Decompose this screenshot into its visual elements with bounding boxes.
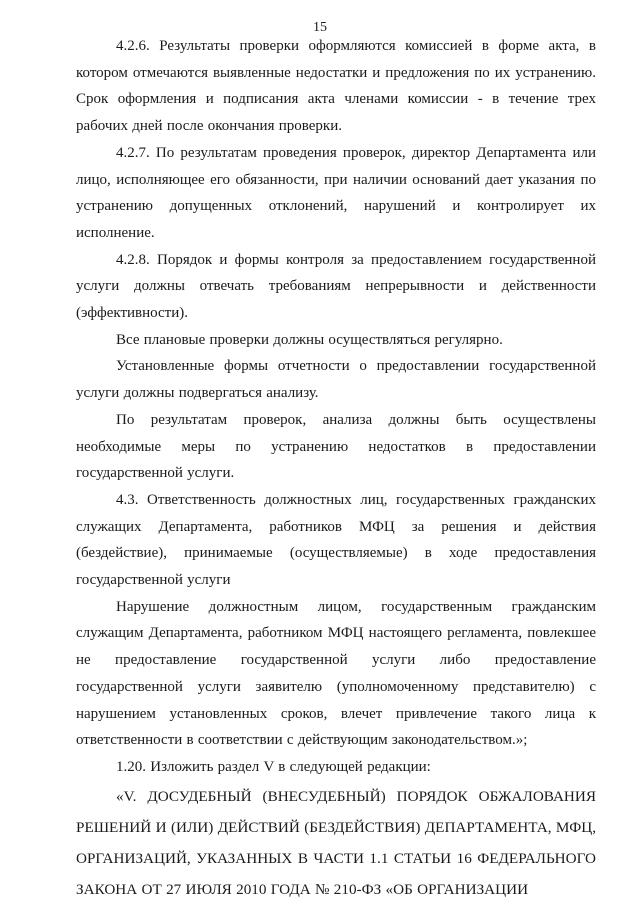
paragraph-4-2-8: 4.2.8. Порядок и формы контроля за предоставлением государственной услуги должны отвечать требованиям непрерывности и действенности (эффективности). xyxy=(76,251,596,322)
paragraph-4-3-heading: 4.3. Ответственность должностных лиц, государственных гражданских служащих Департамента, работников МФЦ за решения и действия (бездействие), принимаемые (осуществляемые) в ходе предоставления государственной услуги xyxy=(76,491,596,589)
document-body xyxy=(76,33,596,905)
paragraph-check-results: По результатам проверок, анализа должны быть осуществлены необходимые меры по устранению недостатков в предоставлении государственной услуги. xyxy=(76,411,596,482)
section-v-heading: «V. ДОСУДЕБНЫЙ (ВНЕСУДЕБНЫЙ) ПОРЯДОК ОБЖАЛОВАНИЯ РЕШЕНИЙ И (ИЛИ) ДЕЙСТВИЙ (БЕЗДЕЙСТВИЯ) ДЕПАРТАМЕНТА, МФЦ, ОРГАНИЗАЦИЙ, УКАЗАННЫХ В ЧАСТИ 1.1 СТАТЬИ 16 ФЕДЕРАЛЬНОГО ЗАКОНА ОТ 27 ИЮЛЯ 2010 ГОДА № 210-ФЗ «ОБ ОРГАНИЗАЦИИ xyxy=(76,787,596,898)
page-number: 15 xyxy=(313,20,327,35)
paragraph-4-2-6: 4.2.6. Результаты проверки оформляются комиссией в форме акта, в котором отмечаются выявленные недостатки и предложения по их устранению. Срок оформления и подписания акта членами комиссии - в течение трех рабочих дней после окончания проверки. xyxy=(76,38,596,135)
paragraph-planned-checks: Все плановые проверки должны осуществляться регулярно. xyxy=(116,331,503,348)
paragraph-violation: Нарушение должностным лицом, государственным гражданским служащим Департамента, работником МФЦ настоящего регламента, повлекшее не предоставление государственной услуги либо предоставление государственной услуги заявителю (уполномоченному представителю) с нарушением установленных сроков, влечет привлечение такого лица к ответственности в соответствии с действующим законодательством.»; xyxy=(76,598,596,749)
paragraph-reporting-forms: Установленные формы отчетности о предоставлении государственной услуги должны подвергаться анализу. xyxy=(76,358,596,402)
paragraph-4-2-7: 4.2.7. По результатам проведения проверок, директор Департамента или лицо, исполняющее его обязанности, при наличии оснований дает указания по устранению допущенных отклонений, нарушений и контролирует их исполнение. xyxy=(76,144,596,241)
paragraph-1-20: 1.20. Изложить раздел V в следующей редакции: xyxy=(116,758,431,775)
